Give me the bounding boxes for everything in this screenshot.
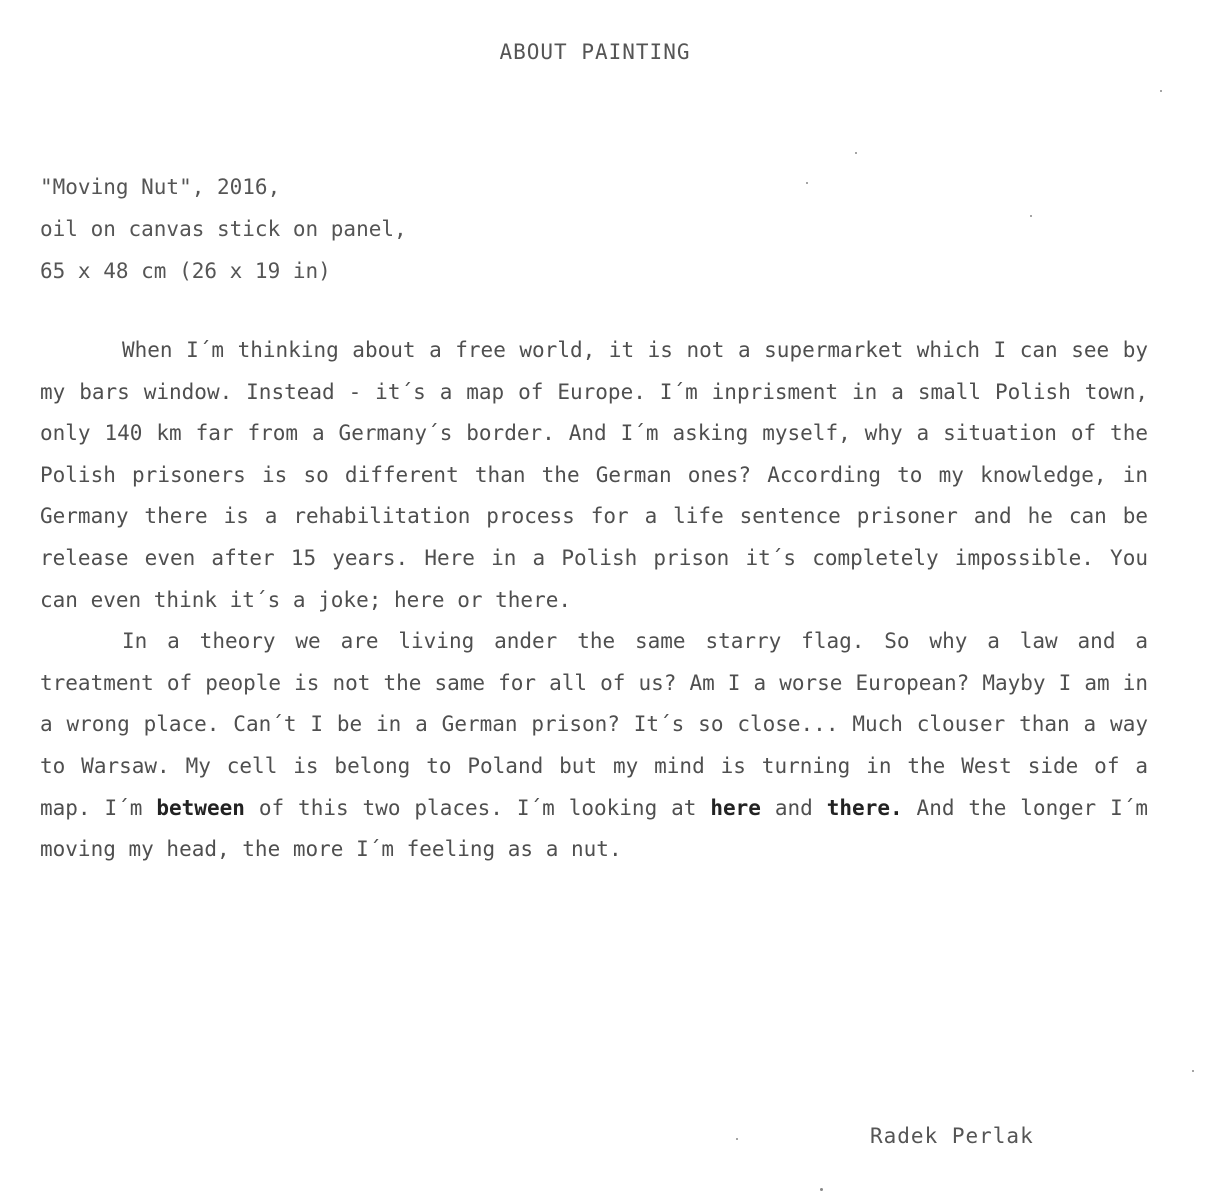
- paragraph-2-part-3: and: [760, 795, 827, 820]
- signature: Radek Perlak: [870, 1124, 1034, 1148]
- paper-speck: [806, 182, 808, 184]
- paper-speck: [1160, 90, 1162, 92]
- paper-speck: [736, 1138, 738, 1140]
- bold-there: there.: [826, 795, 903, 820]
- paragraph-1: When I´m thinking about a free world, it is not a supermarket which I can see by my bars window. Instead - it´s a map of Europe. I´m inprisment in a small Polish town, only 140 km far from a Germany´s border. And I´m asking myself, why a situation of the Polish prisoners is so different than the German ones? According to my knowledge, in Germany there is a rehabilitation process for a life sentence prisoner and he can be release even after 15 years. Here in a Polish prison it´s completely impossible. You can even think it´s a joke; here or there.: [40, 338, 1148, 612]
- paper-speck: [1192, 1070, 1194, 1072]
- artwork-dimensions-line: 65 x 48 cm (26 x 19 in): [40, 259, 331, 283]
- paragraph-2-part-1: In a theory we are living ander the same starry flag. So why a law and a treatment of people is not the same for all of us? Am I a worse European? Mayby I am in a wrong place. Can´t I be in a German prison? It´s so close... Much clouser than a way to Warsaw. My cell is belong to Poland but my mind is turning in the West side of a map. I´m: [40, 629, 1148, 820]
- bold-between: between: [156, 795, 245, 820]
- paragraph-2: [40, 621, 1148, 871]
- artwork-title-line: "Moving Nut", 2016,: [40, 175, 281, 199]
- paragraph-2-part-2: of this two places. I´m looking at: [244, 795, 711, 820]
- artwork-info: [40, 166, 407, 292]
- paper-speck: [855, 152, 857, 154]
- bold-here: here: [710, 795, 761, 820]
- paragraph-2-part-4: And the longer I´m moving my head, the more I´m feeling as a nut.: [40, 795, 1149, 862]
- artwork-medium-line: oil on canvas stick on panel,: [40, 217, 407, 241]
- paper-speck: [1030, 215, 1032, 217]
- paper-speck: [820, 1188, 823, 1191]
- body-text: [40, 330, 1148, 871]
- page-title: ABOUT PAINTING: [499, 40, 691, 64]
